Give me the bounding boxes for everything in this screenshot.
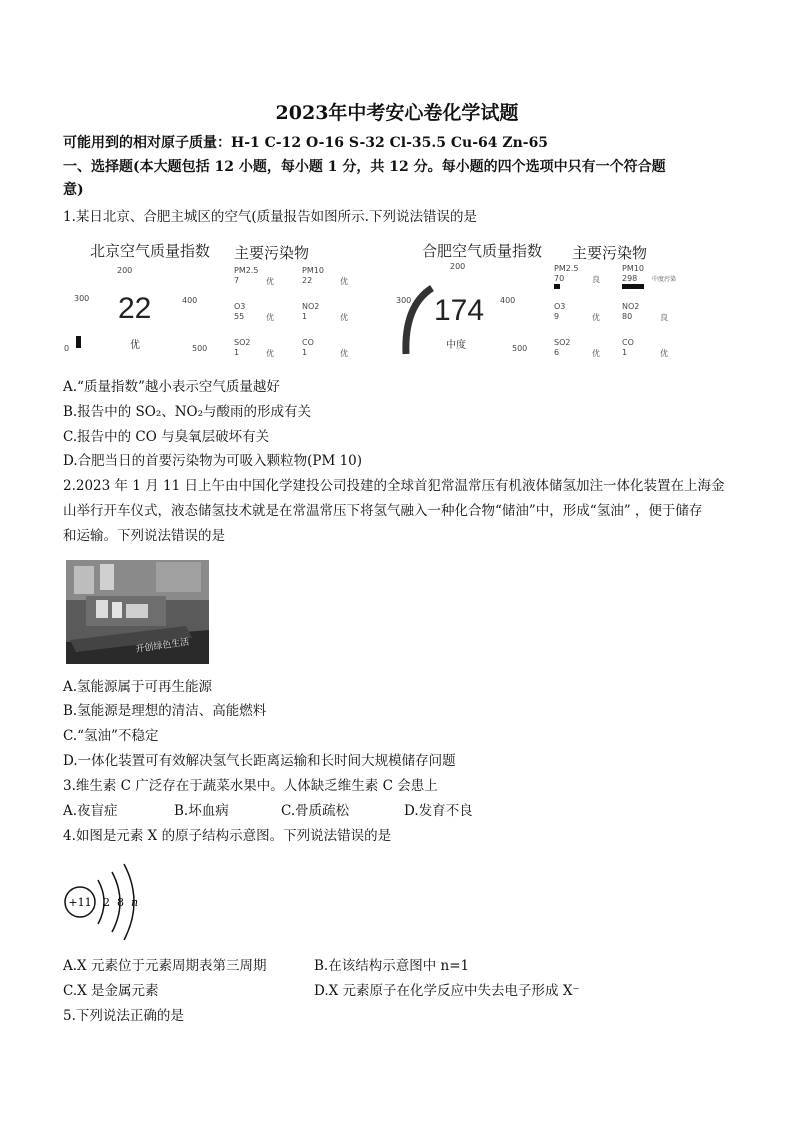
- pollutant-grade: 优: [340, 349, 348, 358]
- tick-label: 200: [450, 262, 466, 271]
- shell-electrons: 2: [103, 896, 110, 909]
- pollutant-name: SO2: [554, 338, 571, 347]
- q1-stem: 1.某日北京、合肥主城区的空气(质量报告如图所示.下列说法错误的是: [63, 209, 477, 225]
- q2-stem-line3: 和运输。下列说法错误的是: [63, 528, 225, 544]
- pollutant-grade: 优: [660, 349, 668, 358]
- page-title: 2023年中考安心卷化学试题: [275, 102, 519, 124]
- pollutant-name: CO: [622, 338, 634, 347]
- shell-electrons: 8: [117, 896, 124, 909]
- pollutant-value: 1: [622, 348, 628, 357]
- beijing-aqi-value: 22: [118, 292, 152, 325]
- pollutant-grade: 优: [340, 313, 348, 322]
- beijing-aqi-level: 优: [130, 340, 140, 351]
- beijing-aqi-title: 北京空气质量指数: [90, 242, 211, 260]
- pollutant-value: 1: [302, 348, 308, 357]
- pollutant-value: 70: [554, 274, 565, 283]
- aqi-gauge-marker: [76, 336, 81, 348]
- q3-option-a: A.夜盲症: [63, 803, 118, 819]
- pollutant-grade: 优: [592, 313, 600, 322]
- q2-option-d: D.一体化装置可有效解决氢气长距离运输和长时间大规模储存问题: [63, 753, 456, 769]
- tick-label: 200: [117, 266, 133, 275]
- pollutant-name: CO: [302, 338, 314, 347]
- tick-label: 500: [192, 344, 208, 353]
- pollutant-grade: 良: [660, 313, 668, 322]
- pollutant-grade: 优: [266, 277, 274, 286]
- pollutant-name: SO2: [234, 338, 251, 347]
- photo-caption: 开创绿色生活: [135, 637, 190, 655]
- q2-stem-line1: 2.2023 年 1 月 11 日上午由中国化学建投公司投建的全球首犯常温常压有机液体储氢加注一体化装置在上海金: [63, 478, 725, 494]
- pollutant-name: O3: [234, 302, 246, 311]
- q4-stem: 4.如图是元素 X 的原子结构示意图。下列说法错误的是: [63, 828, 392, 844]
- pollutant-value: 80: [622, 312, 633, 321]
- atomic-masses: 可能用到的相对原子质量：H-1 C-12 O-16 S-32 Cl-35.5 Cu-64 Zn-65: [63, 135, 549, 151]
- pollutant-bar: [622, 284, 644, 289]
- q5-stem: 5.下列说法正确的是: [63, 1008, 184, 1024]
- pollutant-grade: 优: [266, 313, 274, 322]
- pollutant-grade: 优: [592, 349, 600, 358]
- pollutant-bar: [554, 284, 560, 289]
- pollutant-grade: 中度污染: [652, 276, 677, 283]
- hydrogen-facility-photo: [66, 560, 209, 664]
- q2-option-a: A.氢能源属于可再生能源: [63, 679, 213, 695]
- pollutant-name: NO2: [622, 302, 640, 311]
- pollutant-value: 55: [234, 312, 245, 321]
- tick-label: 500: [512, 344, 528, 353]
- q3-option-d: D.发育不良: [404, 803, 473, 819]
- pollutant-value: 22: [302, 276, 313, 285]
- q3-stem: 3.维生素 C 广泛存在于蔬菜水果中。人体缺乏维生素 C 会患上: [63, 778, 438, 794]
- shell-electrons: n: [131, 896, 139, 909]
- pollutants-title: 主要污染物: [234, 244, 310, 262]
- pollutant-grade: 良: [592, 275, 600, 284]
- hefei-aqi-panel: [392, 236, 542, 364]
- pollutant-name: PM10: [622, 264, 644, 273]
- beijing-pollutants: [232, 236, 382, 364]
- q1-option-a: A.“质量指数”越小表示空气质量越好: [63, 379, 280, 395]
- q2-stem-line2: 山举行开车仪式，液态储氢技术就是在常温常压下将氢气融入一种化合物“储油”中，形成“氢油” ，便于储存: [63, 503, 703, 519]
- pollutant-name: PM2.5: [554, 264, 579, 273]
- q1-option-b: B.报告中的 SO₂、NO₂与酸雨的形成有关: [63, 404, 312, 420]
- beijing-aqi-panel: [62, 236, 212, 364]
- pollutant-value: 298: [622, 274, 638, 283]
- nucleus-charge: +11: [68, 896, 92, 909]
- pollutant-name: NO2: [302, 302, 320, 311]
- atomic-structure-diagram: [60, 858, 150, 948]
- tick-label: 300: [396, 296, 412, 305]
- tick-label: 0: [64, 344, 70, 353]
- hefei-aqi-title: 合肥空气质量指数: [422, 242, 543, 260]
- pollutants-title: 主要污染物: [572, 244, 648, 262]
- hefei-aqi-value: 174: [434, 294, 485, 327]
- pollutant-value: 1: [234, 348, 240, 357]
- pollutant-grade: 优: [340, 277, 348, 286]
- q2-option-b: B.氢能源是理想的清洁、高能燃料: [63, 703, 267, 719]
- pollutant-value: 1: [302, 312, 308, 321]
- pollutant-value: 6: [554, 348, 560, 357]
- q4-option-d: D.X 元素原子在化学反应中失去电子形成 X⁻: [314, 983, 580, 999]
- section-heading-line2: 意): [63, 182, 84, 198]
- q3-option-c: C.骨质疏松: [281, 803, 350, 819]
- hefei-aqi-level: 中度: [446, 340, 466, 351]
- hefei-pollutants: [552, 236, 702, 364]
- pollutant-name: O3: [554, 302, 566, 311]
- q1-option-c: C.报告中的 CO 与臭氧层破坏有关: [63, 429, 270, 445]
- q3-option-b: B.坏血病: [174, 803, 229, 819]
- tick-label: 400: [182, 296, 198, 305]
- q4-option-c: C.X 是金属元素: [63, 983, 159, 999]
- q2-option-c: C.“氢油”不稳定: [63, 728, 159, 744]
- q4-option-b: B.在该结构示意图中 n=1: [314, 958, 470, 974]
- pollutant-grade: 优: [266, 349, 274, 358]
- section-heading-line1: 一、选择题(本大题包括 12 小题，每小题 1 分，共 12 分。每小题的四个选项中只有一个符合题: [63, 159, 666, 175]
- pollutant-name: PM2.5: [234, 266, 259, 275]
- tick-label: 400: [500, 296, 516, 305]
- q1-option-d: D.合肥当日的首要污染物为可吸入颗粒物(PM 10): [63, 453, 363, 469]
- q4-option-a: A.X 元素位于元素周期表第三周期: [63, 958, 267, 974]
- pollutant-name: PM10: [302, 266, 324, 275]
- tick-label: 300: [74, 294, 90, 303]
- pollutant-value: 9: [554, 312, 560, 321]
- pollutant-value: 7: [234, 276, 240, 285]
